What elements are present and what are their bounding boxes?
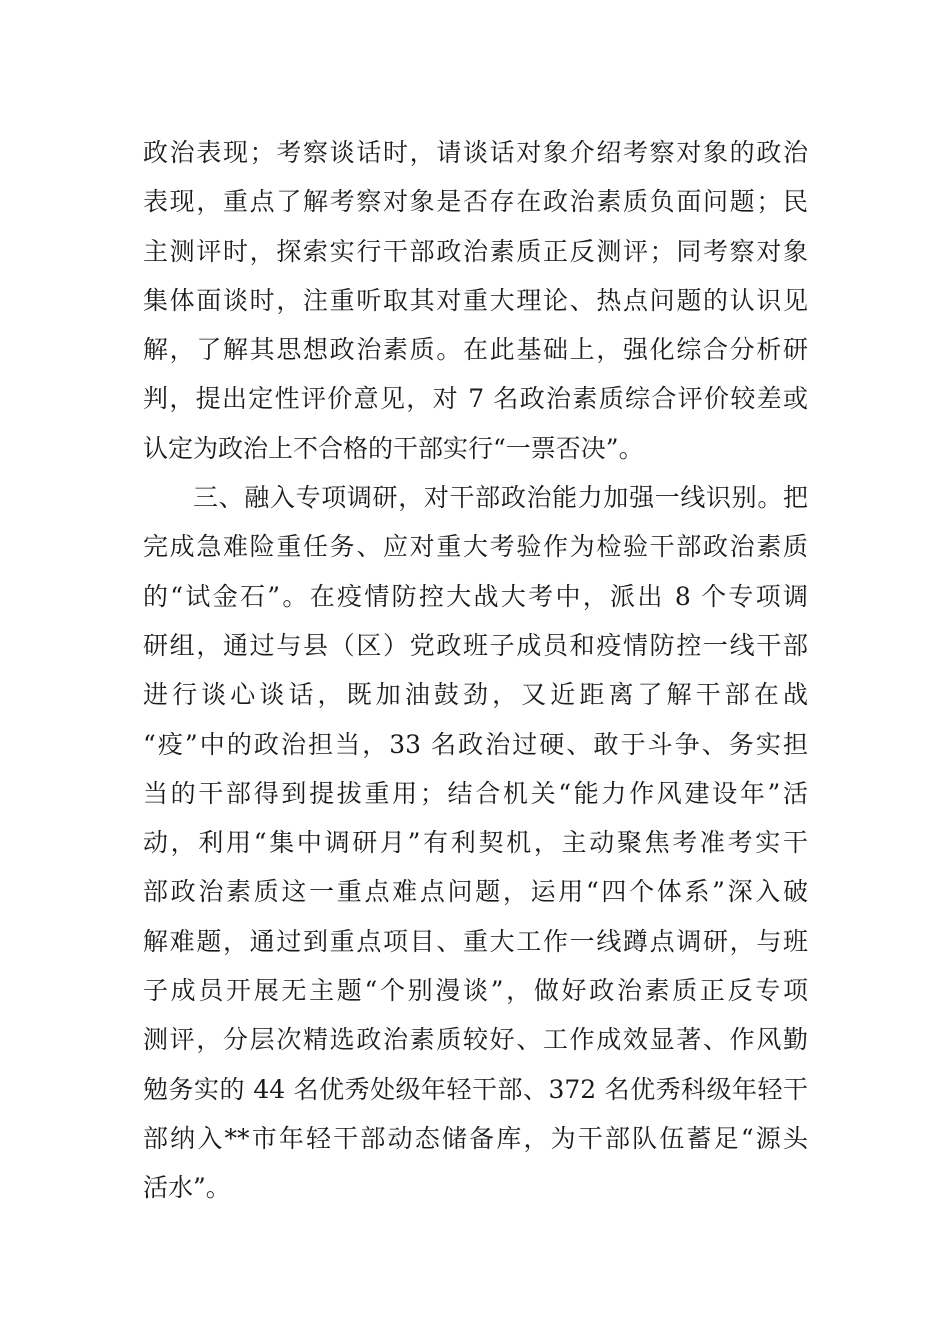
text-line: 的“试金石”。在疫情防控大战大考中，派出 8 个专项调	[143, 581, 808, 611]
text-line: 进行谈心谈话，既加油鼓劲，又近距离了解干部在战	[143, 680, 808, 710]
text-line: 活水”。	[143, 1173, 231, 1203]
text-line: 测评，分层次精选政治素质较好、工作成效显著、作风勤	[143, 1025, 808, 1055]
text-line: 部纳入**市年轻干部动态储备库，为干部队伍蓄足“源头	[143, 1123, 808, 1153]
text-line: 主测评时，探索实行干部政治素质正反测评；同考察对象	[143, 236, 808, 266]
text-line: 解，了解其思想政治素质。在此基础上，强化综合分析研	[143, 335, 808, 365]
text-line: 解难题，通过到重点项目、重大工作一线蹲点调研，与班	[143, 926, 808, 956]
text-line: 表现，重点了解考察对象是否存在政治素质负面问题；民	[143, 187, 808, 217]
text-line: 动，利用“集中调研月”有利契机，主动聚焦考准考实干	[143, 828, 808, 858]
text-line: 部政治素质这一重点难点问题，运用“四个体系”深入破	[143, 877, 808, 907]
text-line: 判，提出定性评价意见，对 7 名政治素质综合评价较差或	[143, 384, 808, 414]
paragraph-heading-line: 三、融入专项调研，对干部政治能力加强一线识别。把	[193, 483, 808, 513]
text-line: 勉务实的 44 名优秀处级年轻干部、372 名优秀科级年轻干	[143, 1074, 808, 1104]
text-line: “疫”中的政治担当，33 名政治过硬、敢于斗争、务实担	[143, 729, 808, 759]
document-body	[143, 128, 808, 1213]
text-line: 子成员开展无主题“个别漫谈”，做好政治素质正反专项	[143, 976, 808, 1006]
text-line: 研组，通过与县（区）党政班子成员和疫情防控一线干部	[143, 630, 808, 660]
text-line: 认定为政治上不合格的干部实行“一票否决”。	[143, 433, 644, 463]
text-line: 当的干部得到提拔重用；结合机关“能力作风建设年”活	[143, 778, 808, 808]
text-line: 政治表现；考察谈话时，请谈话对象介绍考察对象的政治	[143, 138, 808, 167]
text-line: 集体面谈时，注重听取其对重大理论、热点问题的认识见	[143, 285, 808, 315]
text-line: 完成急难险重任务、应对重大考验作为检验干部政治素质	[143, 532, 808, 562]
